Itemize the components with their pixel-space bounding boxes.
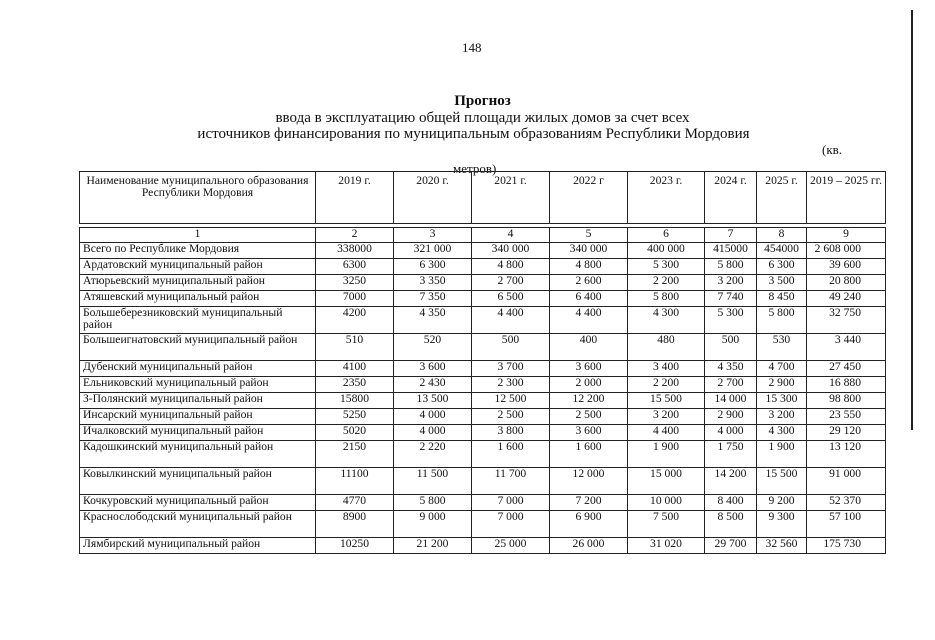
- year-value-cell: 4 350: [705, 361, 757, 377]
- year-value-cell: 1 600: [550, 441, 628, 468]
- year-value-cell: 3 200: [628, 409, 705, 425]
- table-row: [80, 307, 886, 334]
- year-value-cell: 5 800: [394, 495, 472, 511]
- year-value-cell: 9 200: [757, 495, 807, 511]
- year-value-cell: 3 400: [628, 361, 705, 377]
- total-value-cell: 175 730: [807, 538, 886, 554]
- header-cell-2025: 2025 г.: [757, 172, 807, 224]
- year-value-cell: 338000: [316, 243, 394, 259]
- year-value-cell: 12 200: [550, 393, 628, 409]
- year-value-cell: 3250: [316, 275, 394, 291]
- year-value-cell: 4770: [316, 495, 394, 511]
- year-value-cell: 2 500: [550, 409, 628, 425]
- municipality-name-cell: Лямбирский муниципальный район: [80, 538, 316, 554]
- column-number-cell: 2: [316, 228, 394, 243]
- year-value-cell: 4100: [316, 361, 394, 377]
- table-row: [80, 275, 886, 291]
- year-value-cell: 4 400: [628, 425, 705, 441]
- year-value-cell: 480: [628, 334, 705, 361]
- forecast-table: [79, 171, 886, 554]
- year-value-cell: 4 800: [550, 259, 628, 275]
- year-value-cell: 2 900: [757, 377, 807, 393]
- year-value-cell: 3 500: [757, 275, 807, 291]
- total-value-cell: 52 370: [807, 495, 886, 511]
- year-value-cell: 2 000: [550, 377, 628, 393]
- municipality-name-cell: З-Полянский муниципальный район: [80, 393, 316, 409]
- municipality-name-cell: Кадошкинский муниципальный район: [80, 441, 316, 468]
- total-value-cell: 39 600: [807, 259, 886, 275]
- year-value-cell: 4 800: [472, 259, 550, 275]
- year-value-cell: 2 200: [628, 275, 705, 291]
- year-value-cell: 14 000: [705, 393, 757, 409]
- year-value-cell: 4 000: [394, 425, 472, 441]
- municipality-name-cell: Атяшевский муниципальный район: [80, 291, 316, 307]
- table-row: [80, 361, 886, 377]
- year-value-cell: 6 900: [550, 511, 628, 538]
- table-header-row: [80, 172, 886, 224]
- table-row: [80, 291, 886, 307]
- year-value-cell: 2 700: [472, 275, 550, 291]
- year-value-cell: 2 300: [472, 377, 550, 393]
- column-number-cell: 4: [472, 228, 550, 243]
- units-label-part2: метров): [453, 161, 497, 176]
- year-value-cell: 8900: [316, 511, 394, 538]
- year-value-cell: 3 600: [550, 361, 628, 377]
- year-value-cell: 500: [705, 334, 757, 361]
- year-value-cell: 340 000: [550, 243, 628, 259]
- year-value-cell: 8 500: [705, 511, 757, 538]
- year-value-cell: 4 350: [394, 307, 472, 334]
- year-value-cell: 15 500: [628, 393, 705, 409]
- year-value-cell: 11 700: [472, 468, 550, 495]
- year-value-cell: 321 000: [394, 243, 472, 259]
- year-value-cell: 8 400: [705, 495, 757, 511]
- year-value-cell: 5 800: [628, 291, 705, 307]
- year-value-cell: 2 600: [550, 275, 628, 291]
- municipality-name-cell: Атюрьевский муниципальный район: [80, 275, 316, 291]
- year-value-cell: 400 000: [628, 243, 705, 259]
- year-value-cell: 454000: [757, 243, 807, 259]
- scan-edge-bar: [911, 10, 913, 430]
- total-value-cell: 2 608 000: [807, 243, 886, 259]
- year-value-cell: 4 400: [550, 307, 628, 334]
- year-value-cell: 11 500: [394, 468, 472, 495]
- year-value-cell: 6 300: [394, 259, 472, 275]
- table-row: [80, 334, 886, 361]
- year-value-cell: 4 300: [628, 307, 705, 334]
- year-value-cell: 400: [550, 334, 628, 361]
- total-value-cell: 91 000: [807, 468, 886, 495]
- year-value-cell: 2 700: [705, 377, 757, 393]
- year-value-cell: 3 200: [705, 275, 757, 291]
- year-value-cell: 2350: [316, 377, 394, 393]
- year-value-cell: 415000: [705, 243, 757, 259]
- year-value-cell: 9 000: [394, 511, 472, 538]
- table-row: [80, 259, 886, 275]
- table-row: [80, 495, 886, 511]
- year-value-cell: 15 500: [757, 468, 807, 495]
- year-value-cell: 1 900: [628, 441, 705, 468]
- year-value-cell: 31 020: [628, 538, 705, 554]
- total-value-cell: 16 880: [807, 377, 886, 393]
- year-value-cell: 6 400: [550, 291, 628, 307]
- total-value-cell: 98 800: [807, 393, 886, 409]
- table-row: [80, 425, 886, 441]
- forecast-table-container: [79, 171, 885, 554]
- year-value-cell: 4 000: [705, 425, 757, 441]
- column-number-cell: 1: [80, 228, 316, 243]
- year-value-cell: 500: [472, 334, 550, 361]
- year-value-cell: 11100: [316, 468, 394, 495]
- document-subtitle-line2: источников финансирования по муниципальным образованиям Республики Мордовия: [197, 126, 750, 142]
- header-cell-2019: 2019 г.: [316, 172, 394, 224]
- year-value-cell: 2150: [316, 441, 394, 468]
- column-number-cell: 8: [757, 228, 807, 243]
- table-row: [80, 511, 886, 538]
- column-number-cell: 3: [394, 228, 472, 243]
- municipality-name-cell: Большеберезниковский муниципальный район: [80, 307, 316, 334]
- year-value-cell: 2 900: [705, 409, 757, 425]
- year-value-cell: 3 600: [394, 361, 472, 377]
- table-row: [80, 468, 886, 495]
- year-value-cell: 4 400: [472, 307, 550, 334]
- total-value-cell: 27 450: [807, 361, 886, 377]
- year-value-cell: 520: [394, 334, 472, 361]
- total-value-cell: 57 100: [807, 511, 886, 538]
- year-value-cell: 5 800: [757, 307, 807, 334]
- year-value-cell: 510: [316, 334, 394, 361]
- year-value-cell: 3 800: [472, 425, 550, 441]
- year-value-cell: 8 450: [757, 291, 807, 307]
- document-subtitle-line1: ввода в эксплуатацию общей площади жилых домов за счет всех: [275, 110, 690, 126]
- total-value-cell: 49 240: [807, 291, 886, 307]
- year-value-cell: 1 600: [472, 441, 550, 468]
- year-value-cell: 5 300: [628, 259, 705, 275]
- year-value-cell: 14 200: [705, 468, 757, 495]
- year-value-cell: 2 430: [394, 377, 472, 393]
- year-value-cell: 7 200: [550, 495, 628, 511]
- year-value-cell: 12 000: [550, 468, 628, 495]
- year-value-cell: 10250: [316, 538, 394, 554]
- column-number-cell: 9: [807, 228, 886, 243]
- year-value-cell: 6300: [316, 259, 394, 275]
- table-row: [80, 393, 886, 409]
- year-value-cell: 4 700: [757, 361, 807, 377]
- column-number-cell: 6: [628, 228, 705, 243]
- year-value-cell: 15 300: [757, 393, 807, 409]
- units-label-part1: (кв.: [822, 142, 843, 157]
- header-cell-name: Наименование муниципального образования Республики Мордовия: [80, 172, 316, 224]
- year-value-cell: 340 000: [472, 243, 550, 259]
- total-value-cell: 23 550: [807, 409, 886, 425]
- municipality-name-cell: Краснослободский муниципальный район: [80, 511, 316, 538]
- header-cell-2020: 2020 г.: [394, 172, 472, 224]
- year-value-cell: 5 300: [705, 307, 757, 334]
- municipality-name-cell: Ичалковский муниципальный район: [80, 425, 316, 441]
- year-value-cell: 29 700: [705, 538, 757, 554]
- total-value-cell: 20 800: [807, 275, 886, 291]
- year-value-cell: 13 500: [394, 393, 472, 409]
- year-value-cell: 12 500: [472, 393, 550, 409]
- municipality-name-cell: Дубенский муниципальный район: [80, 361, 316, 377]
- table-row: [80, 538, 886, 554]
- year-value-cell: 32 560: [757, 538, 807, 554]
- year-value-cell: 15 000: [628, 468, 705, 495]
- year-value-cell: 2 500: [472, 409, 550, 425]
- year-value-cell: 5250: [316, 409, 394, 425]
- year-value-cell: 3 200: [757, 409, 807, 425]
- year-value-cell: 7 000: [472, 511, 550, 538]
- year-value-cell: 1 750: [705, 441, 757, 468]
- municipality-name-cell: Ельниковский муниципальный район: [80, 377, 316, 393]
- year-value-cell: 4 000: [394, 409, 472, 425]
- page-number: 148: [462, 40, 482, 55]
- year-value-cell: 2 220: [394, 441, 472, 468]
- municipality-name-cell: Ардатовский муниципальный район: [80, 259, 316, 275]
- year-value-cell: 6 300: [757, 259, 807, 275]
- table-row: [80, 243, 886, 259]
- year-value-cell: 25 000: [472, 538, 550, 554]
- municipality-name-cell: Большеигнатовский муниципальный район: [80, 334, 316, 361]
- year-value-cell: 9 300: [757, 511, 807, 538]
- year-value-cell: 7 740: [705, 291, 757, 307]
- year-value-cell: 5 800: [705, 259, 757, 275]
- year-value-cell: 3 350: [394, 275, 472, 291]
- municipality-name-cell: Всего по Республике Мордовия: [80, 243, 316, 259]
- total-value-cell: 13 120: [807, 441, 886, 468]
- header-cell-2024: 2024 г.: [705, 172, 757, 224]
- year-value-cell: 4200: [316, 307, 394, 334]
- column-number-cell: 5: [550, 228, 628, 243]
- header-cell-total: 2019 – 2025 гг.: [807, 172, 886, 224]
- header-cell-2023: 2023 г.: [628, 172, 705, 224]
- year-value-cell: 5020: [316, 425, 394, 441]
- year-value-cell: 3 600: [550, 425, 628, 441]
- year-value-cell: 3 700: [472, 361, 550, 377]
- total-value-cell: 29 120: [807, 425, 886, 441]
- year-value-cell: 1 900: [757, 441, 807, 468]
- year-value-cell: 7 350: [394, 291, 472, 307]
- document-title: Прогноз: [454, 93, 511, 109]
- column-number-row: [80, 228, 886, 243]
- table-row: [80, 441, 886, 468]
- year-value-cell: 10 000: [628, 495, 705, 511]
- year-value-cell: 7000: [316, 291, 394, 307]
- year-value-cell: 6 500: [472, 291, 550, 307]
- municipality-name-cell: Ковылкинский муниципальный район: [80, 468, 316, 495]
- header-cell-2021: 2021 г.: [472, 172, 550, 224]
- municipality-name-cell: Кочкуровский муниципальный район: [80, 495, 316, 511]
- table-row: [80, 409, 886, 425]
- year-value-cell: 7 000: [472, 495, 550, 511]
- column-number-cell: 7: [705, 228, 757, 243]
- year-value-cell: 2 200: [628, 377, 705, 393]
- header-cell-2022: 2022 г: [550, 172, 628, 224]
- municipality-name-cell: Инсарский муниципальный район: [80, 409, 316, 425]
- year-value-cell: 530: [757, 334, 807, 361]
- total-value-cell: 32 750: [807, 307, 886, 334]
- year-value-cell: 26 000: [550, 538, 628, 554]
- year-value-cell: 7 500: [628, 511, 705, 538]
- total-value-cell: 3 440: [807, 334, 886, 361]
- year-value-cell: 4 300: [757, 425, 807, 441]
- table-row: [80, 377, 886, 393]
- year-value-cell: 21 200: [394, 538, 472, 554]
- year-value-cell: 15800: [316, 393, 394, 409]
